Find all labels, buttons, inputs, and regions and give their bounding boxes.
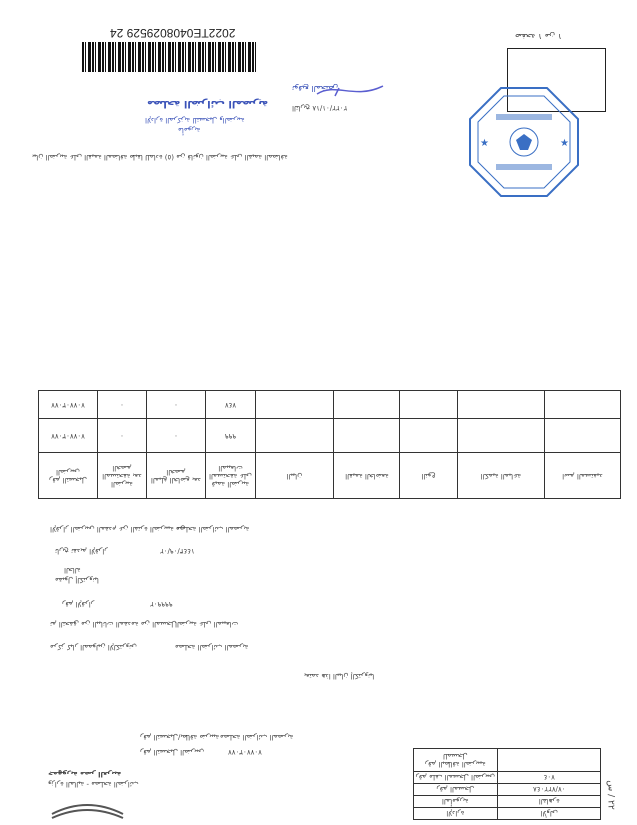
status-label: الحالة — [64, 566, 81, 574]
detail-line6-label: مصلحة الضرائب المصرية — [175, 643, 249, 651]
detail-line1-value: الإقرار الضريبي المقدم عن الفترة الضريبية من — [50, 525, 186, 533]
barcode-number: 2022TE0408029529 24 — [110, 26, 236, 40]
barcode — [82, 42, 256, 72]
date-value: ١٤٤٣/٠٩/٠٢ — [160, 547, 195, 555]
detail-line5-value: تم التحقق من البيانات المقدمة من المسجل — [50, 620, 177, 628]
page-indicator: صفحة ١ من ١ — [515, 32, 562, 41]
footer-note: يعتمد هذا البيان إلكترونيا — [304, 672, 375, 680]
side-note: ٢٢ / س — [605, 780, 616, 810]
table-row: رقم المسجل ٠٧/٧٢٢٠٤٨ — [414, 783, 601, 795]
table-header-row: رقم التسجيل الضريبي الضريبة المستحقة بعد الخصم المبلغ الخاضع بعد الخصم قيمة الضريبة المستحقة على المبيعات البيان القيمة الخاضعة النوع الكمية المباعة اسم المستفيد — [39, 453, 621, 499]
signature-label: توقيع المختص — [292, 84, 339, 93]
bottom-value1: رقم التسجيل/بطاقة ضريبية — [140, 733, 220, 741]
declaration-table — [38, 390, 621, 499]
detail-line1-label: مصلحة الضرائب المصرية — [176, 525, 250, 533]
bottom-label1: مصلحة الضرائب المصرية — [220, 733, 294, 741]
authority-name: مصلحة الضرائب المصرية — [147, 98, 269, 109]
signature — [315, 80, 385, 102]
status-sub: مقبول إلكترونيا — [55, 576, 99, 584]
table-row: رقم ملف المسجل الضريبي ٧٠٤ — [414, 771, 601, 783]
official-stamp — [468, 86, 580, 198]
svg-text:★: ★ — [480, 138, 489, 149]
svg-text:★: ★ — [560, 138, 569, 149]
bottom-label2: رقم التسجيل الضريبي — [140, 748, 205, 756]
signature-date: التاريخ ٢٠٢٢/٠١/١٨ — [292, 104, 348, 112]
table-row: رقم البطاقة الضريبية للمسجل — [414, 749, 601, 772]
table-row: ٧٠٧٧٠٣٠٧٧ ٠ ٠ ٩٩٩ — [39, 419, 621, 453]
number-label: رقم الإقرار — [62, 600, 95, 608]
detail-line6-value: مركز كبار الممولين الإلكتروني — [50, 643, 137, 651]
date-label: تاريخ تقديم الإقرار — [55, 547, 108, 555]
bottom-value2: ٧٠٧٧٠٣٠٧٧ — [228, 748, 262, 756]
corner-title: جمهورية مصر العربية — [48, 770, 122, 778]
table-row: الإدارة الأولى — [414, 807, 601, 819]
notice-line: بيان الضريبة على القيمة المضافة طبقا للمادة (٥) من قانون الضريبة على القيمة المضافة — [32, 153, 288, 161]
authority-sub: مأمورية — [178, 126, 201, 134]
table-row: ٧٠٧٧٠٣٠٧٧ ٠ ٠ ٧٤٧ — [39, 391, 621, 419]
detail-line5-label: الضريبة على المبيعات — [175, 620, 239, 628]
table-row: المأمورية القاهرة — [414, 795, 601, 807]
summary-box — [413, 748, 601, 820]
corner-sub: وزارة المالية - مصلحة الضرائب — [48, 780, 139, 788]
number-value: ٩٩٩٩٠٢ — [150, 600, 173, 608]
authority-dept: الإدارة المركزية للتسجيل والضريبة — [145, 116, 245, 124]
emblem-icon — [50, 800, 125, 820]
